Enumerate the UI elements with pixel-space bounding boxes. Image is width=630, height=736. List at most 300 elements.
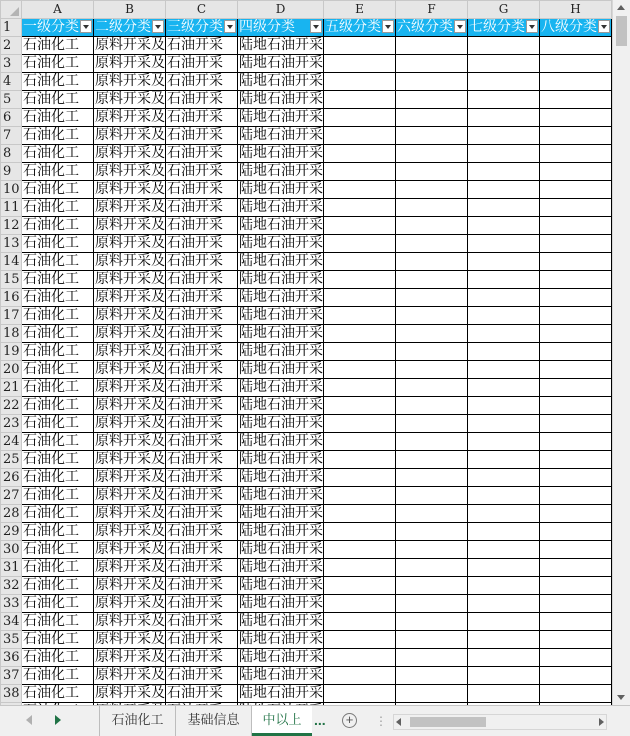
cell[interactable]: 石油开采 (166, 415, 238, 433)
cell[interactable] (468, 253, 540, 271)
cell[interactable]: 原料开采及 (95, 289, 165, 305)
cell[interactable] (540, 289, 612, 307)
filter-dropdown-icon[interactable] (310, 20, 322, 33)
cell[interactable]: 陆地石油开采 (239, 91, 323, 107)
cell[interactable] (324, 127, 396, 145)
cell[interactable]: 原料开采及 (95, 235, 165, 251)
cell[interactable]: 原料开采及 (95, 667, 165, 683)
cell[interactable] (468, 217, 540, 235)
cell[interactable] (468, 631, 540, 649)
row-number[interactable]: 31 (1, 559, 22, 577)
cell[interactable] (468, 415, 540, 433)
cell[interactable] (540, 559, 612, 577)
row-number[interactable]: 10 (1, 181, 22, 199)
cell[interactable] (540, 379, 612, 397)
cell[interactable]: 陆地石油开采 (239, 307, 323, 323)
header-cell[interactable] (396, 19, 468, 37)
cell[interactable] (324, 91, 396, 109)
cell[interactable]: 石油开采 (166, 271, 238, 289)
row-number[interactable]: 13 (1, 235, 22, 253)
row-number[interactable]: 28 (1, 505, 22, 523)
cell[interactable] (540, 343, 612, 361)
cell[interactable]: 石油开采 (166, 37, 238, 55)
row-number[interactable]: 24 (1, 433, 22, 451)
cell[interactable] (396, 109, 468, 127)
cell[interactable] (468, 667, 540, 685)
cell[interactable] (540, 37, 612, 55)
cell[interactable] (324, 559, 396, 577)
cell[interactable] (468, 289, 540, 307)
cell[interactable]: 石油化工 (22, 55, 94, 73)
cell[interactable]: 石油化工 (22, 253, 94, 271)
column-header-a[interactable]: A (22, 1, 94, 19)
filter-dropdown-icon[interactable] (224, 20, 236, 33)
cell[interactable]: 石油化工 (22, 415, 94, 433)
cell[interactable]: 原料开采及 (95, 415, 165, 431)
cell[interactable]: 石油开采 (166, 325, 238, 343)
cell[interactable] (468, 325, 540, 343)
cell[interactable] (324, 109, 396, 127)
cell[interactable] (468, 433, 540, 451)
filter-dropdown-icon[interactable] (152, 20, 164, 33)
cell[interactable]: 陆地石油开采 (239, 577, 323, 593)
cell[interactable]: 原料开采及 (95, 541, 165, 557)
cell[interactable]: 石油化工 (22, 325, 94, 343)
cell[interactable]: 原料开采及 (95, 523, 165, 539)
cell[interactable] (540, 235, 612, 253)
cell[interactable] (396, 163, 468, 181)
cell[interactable] (324, 325, 396, 343)
cell[interactable]: 原料开采及 (95, 343, 165, 359)
filter-dropdown-icon[interactable] (80, 20, 92, 33)
cell[interactable]: 陆地石油开采 (239, 217, 323, 233)
cell[interactable]: 陆地石油开采 (239, 55, 323, 71)
cell[interactable] (396, 91, 468, 109)
cell[interactable]: 石油开采 (166, 73, 238, 91)
cell[interactable]: 陆地石油开采 (239, 505, 323, 521)
cell[interactable]: 陆地石油开采 (239, 271, 323, 287)
cell[interactable]: 陆地石油开采 (239, 451, 323, 467)
cell[interactable]: 陆地石油开采 (239, 433, 323, 449)
sheet-tab-zhongyishang[interactable]: 中以上 (252, 706, 312, 736)
cell[interactable] (324, 451, 396, 469)
splitter-handle-icon[interactable]: ⋮ (375, 714, 387, 728)
row-number[interactable]: 30 (1, 541, 22, 559)
cell[interactable]: 石油化工 (22, 73, 94, 91)
row-number[interactable]: 19 (1, 343, 22, 361)
cell[interactable]: 陆地石油开采 (239, 109, 323, 125)
cell[interactable]: 原料开采及 (95, 73, 165, 89)
filter-dropdown-icon[interactable] (526, 20, 538, 33)
cell[interactable]: 石油开采 (166, 289, 238, 307)
cell[interactable] (396, 667, 468, 685)
cell[interactable]: 石油开采 (166, 181, 238, 199)
cell[interactable]: 石油开采 (166, 577, 238, 595)
cell[interactable]: 原料开采及 (95, 649, 165, 665)
cell[interactable] (540, 415, 612, 433)
cell[interactable] (324, 685, 396, 703)
cell[interactable]: 石油开采 (166, 649, 238, 667)
cell[interactable] (540, 541, 612, 559)
sheet-tab-jichuxinxi[interactable]: 基础信息 (176, 706, 252, 736)
cell[interactable] (468, 145, 540, 163)
cell[interactable] (324, 415, 396, 433)
cell[interactable] (324, 253, 396, 271)
cell[interactable]: 原料开采及 (95, 37, 165, 53)
cell[interactable]: 石油化工 (22, 127, 94, 145)
cell[interactable] (468, 343, 540, 361)
cell[interactable] (468, 235, 540, 253)
cell[interactable] (324, 667, 396, 685)
cell[interactable]: 原料开采及 (95, 109, 165, 125)
cell[interactable] (468, 163, 540, 181)
cell[interactable] (396, 145, 468, 163)
cell[interactable]: 陆地石油开采 (239, 289, 323, 305)
cell[interactable] (396, 271, 468, 289)
cell[interactable]: 石油化工 (22, 235, 94, 253)
cell[interactable]: 原料开采及 (95, 361, 165, 377)
cell[interactable]: 石油化工 (22, 109, 94, 127)
cell[interactable] (540, 55, 612, 73)
cell[interactable] (396, 397, 468, 415)
cell[interactable]: 石油开采 (166, 235, 238, 253)
cell[interactable]: 原料开采及 (95, 613, 165, 629)
cell[interactable]: 原料开采及 (95, 145, 165, 161)
row-number[interactable]: 38 (1, 685, 22, 703)
cell[interactable]: 石油开采 (166, 397, 238, 415)
cell[interactable]: 石油化工 (22, 631, 94, 649)
row-number[interactable]: 7 (1, 127, 22, 145)
cell[interactable]: 石油化工 (22, 343, 94, 361)
cell[interactable] (324, 199, 396, 217)
cell[interactable]: 石油化工 (22, 613, 94, 631)
cell[interactable]: 原料开采及 (95, 451, 165, 467)
sheet-tab-shiyouhuagong[interactable]: 石油化工 (99, 706, 176, 736)
cell[interactable] (324, 649, 396, 667)
column-header-b[interactable]: B (94, 1, 166, 19)
cell[interactable] (468, 523, 540, 541)
row-number[interactable]: 32 (1, 577, 22, 595)
cell[interactable] (396, 523, 468, 541)
row-number[interactable]: 27 (1, 487, 22, 505)
cell[interactable] (396, 55, 468, 73)
cell[interactable]: 石油开采 (166, 613, 238, 631)
cell[interactable]: 陆地石油开采 (239, 487, 323, 503)
filter-dropdown-icon[interactable] (598, 20, 610, 33)
cell[interactable] (396, 235, 468, 253)
cell[interactable] (324, 235, 396, 253)
cell[interactable]: 石油开采 (166, 217, 238, 235)
cell[interactable] (468, 541, 540, 559)
cell[interactable] (324, 271, 396, 289)
header-cell[interactable] (22, 19, 94, 37)
cell[interactable]: 陆地石油开采 (239, 343, 323, 359)
cell[interactable] (324, 631, 396, 649)
cell[interactable] (468, 487, 540, 505)
row-number[interactable]: 25 (1, 451, 22, 469)
cell[interactable] (396, 559, 468, 577)
cell[interactable]: 原料开采及 (95, 559, 165, 575)
vertical-scrollbar[interactable] (612, 0, 630, 705)
cell[interactable] (540, 325, 612, 343)
cell[interactable]: 石油开采 (166, 199, 238, 217)
cell[interactable]: 石油化工 (22, 289, 94, 307)
cell[interactable]: 陆地石油开采 (239, 667, 323, 683)
header-cell[interactable] (324, 19, 396, 37)
cell[interactable] (324, 55, 396, 73)
cell[interactable] (324, 73, 396, 91)
cell[interactable] (396, 325, 468, 343)
cell[interactable] (324, 145, 396, 163)
more-sheets-button[interactable]: ... (314, 712, 326, 728)
cell[interactable]: 石油化工 (22, 271, 94, 289)
cell[interactable] (324, 343, 396, 361)
row-number[interactable]: 15 (1, 271, 22, 289)
cell[interactable]: 石油开采 (166, 559, 238, 577)
cell[interactable] (396, 595, 468, 613)
cell[interactable]: 原料开采及 (95, 487, 165, 503)
cell[interactable] (324, 37, 396, 55)
cell[interactable] (324, 487, 396, 505)
cell[interactable]: 陆地石油开采 (239, 127, 323, 143)
cell[interactable] (540, 109, 612, 127)
row-number[interactable]: 18 (1, 325, 22, 343)
row-number[interactable]: 5 (1, 91, 22, 109)
cell[interactable] (540, 649, 612, 667)
cell[interactable]: 原料开采及 (95, 685, 165, 701)
cell[interactable]: 陆地石油开采 (239, 613, 323, 629)
cell[interactable]: 陆地石油开采 (239, 145, 323, 161)
cell[interactable]: 石油化工 (22, 145, 94, 163)
cell[interactable]: 陆地石油开采 (239, 559, 323, 575)
cell[interactable] (468, 271, 540, 289)
column-header-f[interactable]: F (396, 1, 468, 19)
cell[interactable]: 石油开采 (166, 127, 238, 145)
row-number[interactable]: 22 (1, 397, 22, 415)
cell[interactable]: 陆地石油开采 (239, 199, 323, 215)
cell[interactable] (540, 397, 612, 415)
cell[interactable]: 石油化工 (22, 505, 94, 523)
cell[interactable]: 原料开采及 (95, 595, 165, 611)
cell[interactable] (324, 163, 396, 181)
row-number[interactable]: 1 (1, 19, 22, 37)
cell[interactable]: 石油化工 (22, 397, 94, 415)
cell[interactable] (324, 505, 396, 523)
cell[interactable] (324, 379, 396, 397)
row-number[interactable]: 12 (1, 217, 22, 235)
cell[interactable]: 石油化工 (22, 163, 94, 181)
row-number[interactable]: 37 (1, 667, 22, 685)
cell[interactable]: 陆地石油开采 (239, 379, 323, 395)
cell[interactable] (324, 523, 396, 541)
cell[interactable] (468, 55, 540, 73)
cell[interactable]: 原料开采及 (95, 469, 165, 485)
cell[interactable] (324, 397, 396, 415)
cell[interactable] (396, 37, 468, 55)
header-cell[interactable] (540, 19, 612, 37)
previous-sheet-arrow-icon[interactable] (26, 715, 32, 725)
cell[interactable] (468, 451, 540, 469)
cell[interactable]: 原料开采及 (95, 271, 165, 287)
cell[interactable] (396, 685, 468, 703)
cell[interactable] (540, 631, 612, 649)
row-number[interactable]: 6 (1, 109, 22, 127)
cell[interactable] (468, 127, 540, 145)
cell[interactable] (324, 613, 396, 631)
cell[interactable] (468, 685, 540, 703)
cell[interactable]: 石油化工 (22, 379, 94, 397)
cell[interactable] (396, 307, 468, 325)
cell[interactable]: 石油开采 (166, 667, 238, 685)
cell[interactable] (468, 505, 540, 523)
filter-dropdown-icon[interactable] (454, 20, 466, 33)
cell[interactable] (540, 181, 612, 199)
cell[interactable]: 原料开采及 (95, 631, 165, 647)
cell[interactable]: 石油化工 (22, 361, 94, 379)
cell[interactable]: 陆地石油开采 (239, 73, 323, 89)
cell[interactable] (396, 289, 468, 307)
row-number[interactable]: 29 (1, 523, 22, 541)
row-number[interactable]: 4 (1, 73, 22, 91)
cell[interactable] (396, 199, 468, 217)
cell[interactable] (468, 649, 540, 667)
cell[interactable]: 石油开采 (166, 307, 238, 325)
cell[interactable]: 原料开采及 (95, 199, 165, 215)
cell[interactable]: 石油化工 (22, 181, 94, 199)
cell[interactable] (396, 469, 468, 487)
cell[interactable]: 石油化工 (22, 577, 94, 595)
row-number[interactable]: 26 (1, 469, 22, 487)
cell[interactable]: 石油化工 (22, 433, 94, 451)
cell[interactable]: 陆地石油开采 (239, 163, 323, 179)
header-cell[interactable] (238, 19, 324, 37)
cell[interactable]: 石油化工 (22, 559, 94, 577)
row-number[interactable]: 34 (1, 613, 22, 631)
cell[interactable] (396, 217, 468, 235)
cell[interactable] (324, 217, 396, 235)
row-number[interactable]: 16 (1, 289, 22, 307)
cell[interactable]: 原料开采及 (95, 325, 165, 341)
row-number[interactable]: 9 (1, 163, 22, 181)
scroll-up-arrow-icon[interactable] (613, 0, 630, 16)
cell[interactable]: 石油开采 (166, 631, 238, 649)
cell[interactable] (540, 451, 612, 469)
cell[interactable]: 石油化工 (22, 595, 94, 613)
cell[interactable]: 陆地石油开采 (239, 397, 323, 413)
cell[interactable]: 石油开采 (166, 253, 238, 271)
cell[interactable]: 石油开采 (166, 145, 238, 163)
cell[interactable]: 石油化工 (22, 649, 94, 667)
cell[interactable]: 原料开采及 (95, 253, 165, 269)
cell[interactable]: 陆地石油开采 (239, 541, 323, 557)
cell[interactable] (396, 361, 468, 379)
row-number[interactable]: 33 (1, 595, 22, 613)
cell[interactable]: 原料开采及 (95, 307, 165, 323)
row-number[interactable]: 11 (1, 199, 22, 217)
cell[interactable] (324, 307, 396, 325)
cell[interactable] (396, 649, 468, 667)
cell[interactable]: 陆地石油开采 (239, 325, 323, 341)
cell[interactable]: 石油开采 (166, 55, 238, 73)
cell[interactable]: 原料开采及 (95, 127, 165, 143)
cell[interactable]: 石油开采 (166, 505, 238, 523)
cell[interactable]: 原料开采及 (95, 217, 165, 233)
cell[interactable]: 石油化工 (22, 217, 94, 235)
header-cell[interactable] (468, 19, 540, 37)
cell[interactable]: 陆地石油开采 (239, 631, 323, 647)
cell[interactable]: 原料开采及 (95, 577, 165, 593)
cell[interactable]: 陆地石油开采 (239, 37, 323, 53)
scroll-left-arrow-icon[interactable] (396, 718, 401, 726)
cell[interactable] (324, 289, 396, 307)
column-header-d[interactable]: D (238, 1, 324, 19)
row-number[interactable]: 20 (1, 361, 22, 379)
cell[interactable] (540, 613, 612, 631)
cell[interactable]: 石油化工 (22, 451, 94, 469)
cell[interactable]: 石油开采 (166, 541, 238, 559)
cell[interactable]: 石油化工 (22, 199, 94, 217)
cell[interactable]: 石油开采 (166, 433, 238, 451)
header-cell[interactable] (94, 19, 166, 37)
cell[interactable] (540, 217, 612, 235)
row-number[interactable]: 8 (1, 145, 22, 163)
header-cell[interactable] (166, 19, 238, 37)
add-sheet-icon[interactable]: + (342, 713, 357, 728)
cell[interactable]: 陆地石油开采 (239, 523, 323, 539)
cell[interactable] (468, 397, 540, 415)
cell[interactable]: 石油化工 (22, 307, 94, 325)
cell[interactable] (468, 559, 540, 577)
cell[interactable] (396, 253, 468, 271)
cell[interactable] (540, 487, 612, 505)
cell[interactable]: 原料开采及 (95, 397, 165, 413)
cell[interactable] (540, 361, 612, 379)
cell[interactable] (540, 91, 612, 109)
cell[interactable] (468, 307, 540, 325)
cell[interactable] (468, 577, 540, 595)
cell[interactable] (324, 595, 396, 613)
cell[interactable]: 石油开采 (166, 523, 238, 541)
cell[interactable]: 石油开采 (166, 379, 238, 397)
cell[interactable] (468, 91, 540, 109)
column-header-c[interactable]: C (166, 1, 238, 19)
cell[interactable] (324, 181, 396, 199)
cell[interactable] (468, 73, 540, 91)
cell[interactable] (468, 109, 540, 127)
cell[interactable]: 原料开采及 (95, 163, 165, 179)
cell[interactable]: 陆地石油开采 (239, 595, 323, 611)
cell[interactable] (468, 379, 540, 397)
cell[interactable] (540, 271, 612, 289)
cell[interactable] (324, 361, 396, 379)
row-number[interactable]: 14 (1, 253, 22, 271)
cell[interactable]: 石油开采 (166, 109, 238, 127)
cell[interactable] (540, 685, 612, 703)
cell[interactable] (468, 469, 540, 487)
cell[interactable] (396, 451, 468, 469)
scroll-right-arrow-icon[interactable] (599, 718, 604, 726)
filter-dropdown-icon[interactable] (382, 20, 394, 33)
cell[interactable] (540, 523, 612, 541)
cell[interactable]: 石油开采 (166, 343, 238, 361)
row-number[interactable]: 2 (1, 37, 22, 55)
cell[interactable]: 石油化工 (22, 685, 94, 703)
cell[interactable]: 石油开采 (166, 361, 238, 379)
cell[interactable] (396, 613, 468, 631)
cell[interactable]: 石油化工 (22, 91, 94, 109)
cell[interactable] (396, 505, 468, 523)
cell[interactable] (396, 379, 468, 397)
